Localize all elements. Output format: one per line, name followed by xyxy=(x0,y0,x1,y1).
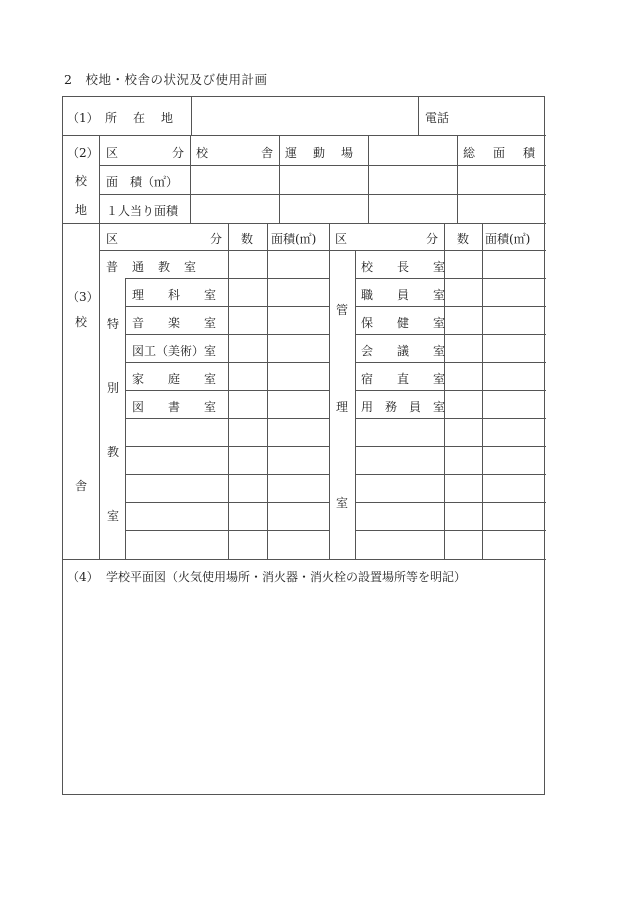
kubun-2: 分 xyxy=(425,232,438,246)
total-area-header: 総 面 積 xyxy=(463,146,539,160)
location-label: 所 在 地 xyxy=(105,111,176,125)
special-group-label-1: 特 xyxy=(107,317,120,331)
divider xyxy=(125,474,329,475)
divider xyxy=(267,223,268,559)
divider xyxy=(228,223,229,559)
site-side-label-2: 地 xyxy=(75,203,88,217)
site-side-label-1: 校 xyxy=(75,174,88,188)
divider xyxy=(63,223,546,224)
kosha-2: 舎 xyxy=(260,146,273,160)
divider xyxy=(355,530,546,531)
management-room-item: 用 務 員 室 xyxy=(361,400,446,414)
floor-plan-area[interactable] xyxy=(63,587,546,795)
divider xyxy=(191,97,192,135)
divider xyxy=(355,502,546,503)
divider xyxy=(355,474,546,475)
management-room-item: 宿 直 室 xyxy=(361,372,446,386)
kubun-1: 区 xyxy=(335,232,348,246)
kubun-2: 分 xyxy=(171,146,184,160)
divider xyxy=(329,223,330,559)
divider xyxy=(418,97,419,135)
divider xyxy=(125,390,329,391)
row4-number: （4） xyxy=(67,570,99,584)
special-room-item: 理 科 室 xyxy=(132,288,217,302)
kubun-2: 分 xyxy=(209,232,222,246)
divider xyxy=(355,278,546,279)
divider xyxy=(482,223,483,559)
divider xyxy=(355,446,546,447)
management-group-label-2: 理 xyxy=(336,400,349,414)
divider xyxy=(355,306,546,307)
school-building-side-1: 校 xyxy=(75,315,88,329)
special-group-label-4: 室 xyxy=(107,509,120,523)
divider xyxy=(125,530,329,531)
divider xyxy=(355,418,546,419)
divider xyxy=(125,278,329,279)
divider xyxy=(125,334,329,335)
divider xyxy=(125,446,329,447)
divider xyxy=(355,250,356,559)
management-room-item: 会 議 室 xyxy=(361,344,446,358)
management-room-item: 職 員 室 xyxy=(361,288,446,302)
divider xyxy=(99,165,546,166)
kosha-1: 校 xyxy=(196,146,209,160)
undojo-header: 運 動 場 xyxy=(285,146,356,160)
management-group-label-1: 管 xyxy=(336,303,349,317)
row3-number: （3） xyxy=(67,290,99,304)
kubun-header-left xyxy=(106,230,222,247)
section-heading: 2 校地・校舎の状況及び使用計画 xyxy=(64,72,268,87)
kubun-1: 区 xyxy=(106,146,119,160)
count-header-left: 数 xyxy=(241,232,254,246)
kubun-header-right xyxy=(335,230,438,247)
special-group-label-3: 教 xyxy=(107,445,120,459)
special-room-item: 音 楽 室 xyxy=(132,316,217,330)
divider xyxy=(99,250,546,251)
divider xyxy=(99,194,546,195)
management-room-item: 保 健 室 xyxy=(361,316,446,330)
school-building-side-2: 舎 xyxy=(75,479,88,493)
divider xyxy=(457,135,458,223)
special-room-item: 図工（美術）室 xyxy=(132,344,217,358)
special-group-label-2: 別 xyxy=(107,381,120,395)
row1-number: （1） xyxy=(67,111,99,125)
divider xyxy=(125,418,329,419)
area-label: 面 積（㎡） xyxy=(106,175,179,189)
divider xyxy=(125,362,329,363)
divider xyxy=(279,135,280,223)
area-header-left: 面積(㎡) xyxy=(271,232,317,246)
special-room-item: 家 庭 室 xyxy=(132,372,217,386)
divider xyxy=(125,278,126,559)
management-room-item: 校 長 室 xyxy=(361,260,446,274)
row2-number: （2） xyxy=(67,146,99,160)
management-group-label-3: 室 xyxy=(336,496,349,510)
divider xyxy=(190,135,191,223)
area-header-right: 面積(㎡) xyxy=(485,232,531,246)
special-room-item: 図 書 室 xyxy=(132,400,217,414)
divider xyxy=(63,135,546,136)
regular-classroom: 普 通 教 室 xyxy=(106,260,198,274)
divider xyxy=(99,135,100,559)
kubun-header xyxy=(106,144,184,161)
kosha-header xyxy=(196,144,273,161)
per-capita-label: １人当り面積 xyxy=(106,204,179,218)
floor-plan-label: 学校平面図（火気使用場所・消火器・消火栓の設置場所等を明記） xyxy=(106,570,467,584)
count-header-right: 数 xyxy=(457,232,470,246)
form-table xyxy=(62,96,545,795)
divider xyxy=(368,135,369,223)
divider xyxy=(63,559,546,560)
divider xyxy=(125,306,329,307)
phone-label: 電話 xyxy=(425,111,450,125)
divider xyxy=(355,362,546,363)
kubun-1: 区 xyxy=(106,232,119,246)
divider xyxy=(125,502,329,503)
divider xyxy=(355,390,546,391)
divider xyxy=(355,334,546,335)
